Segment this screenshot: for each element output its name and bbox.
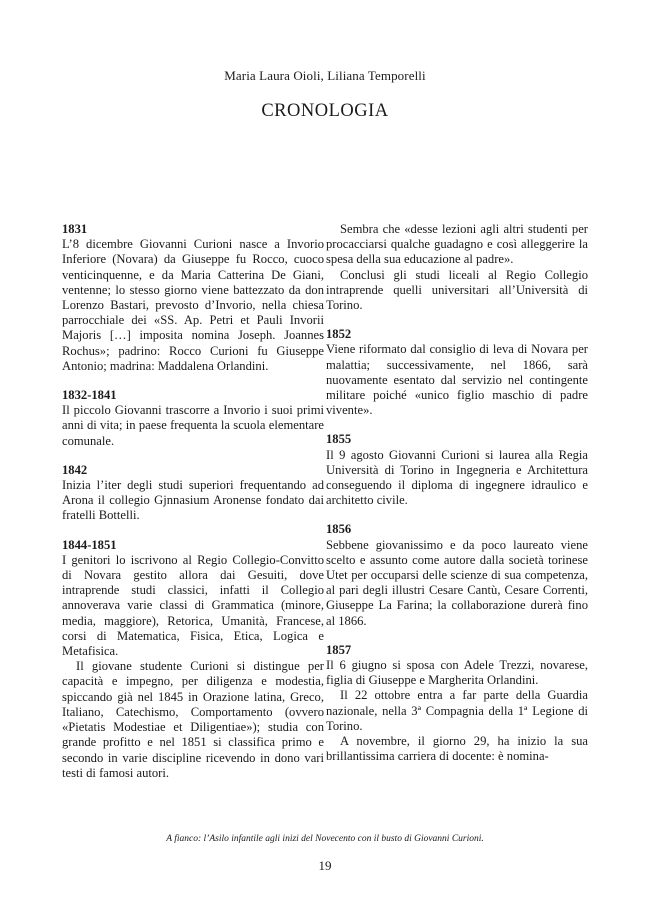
page-number: 19 xyxy=(318,858,332,873)
continued-text xyxy=(326,222,588,313)
entry-text: L’8 dicembre Giovanni Curioni nasce a Invorio Inferiore (Novara) da Giuseppe fu Rocco, cuoco venticinquenne, e da Maria Catterina De Giani, ventenne; lo stesso giorno viene battezzato da don Lorenzo Bastari, prevosto d’Invorio, nella chiesa parrocchiale dei «SS. Ap. Petri et Pauli Invorii Majoris […] imposita nomina Joseph. Joannes Rochus»; padrino: Rocco Curioni fu Giuseppe Antonio; madrina: Maddalena Orlandini. xyxy=(62,237,324,373)
chronology-entry xyxy=(326,643,588,765)
chronology-entry xyxy=(62,463,324,524)
left-column xyxy=(62,222,324,795)
entry-text: Viene riformato dal consiglio di leva di Novara per malattia; successivamente, nel 1866, sarà nuovamente esentato dal servizio nel contingente militare poiché «unico figlio maschio di padre vivente». xyxy=(326,342,588,418)
entry-text: Sebbene giovanissimo e da poco laureato viene scelto e assunto come autore dalla società torinese Utet per occuparsi delle scienze di sua competenza, al pari degli illustri Cesare Cantù, Cesare Correnti, Giuseppe La Farina; la collaborazione durerà fino al 1866. xyxy=(326,537,588,628)
chronology-entry xyxy=(62,538,324,781)
entry-year: 1832-1841 xyxy=(62,388,117,403)
entry-year: 1855 xyxy=(326,432,352,447)
right-column xyxy=(326,222,588,779)
entry-text: Il 9 agosto Giovanni Curioni si laurea alla Regia Università di Torino in Ingegneria e Architettura conseguendo il diploma di ingegnere idraulico e architetto civile. xyxy=(326,447,588,508)
entry-text: Il 6 giugno si sposa con Adele Trezzi, novarese, figlia di Giuseppe e Margherita Orlandini. xyxy=(326,658,588,688)
chronology-entry xyxy=(62,388,324,449)
entry-year: 1856 xyxy=(326,522,352,537)
entry-year: 1852 xyxy=(326,327,352,342)
entry-text: Il 22 ottobre entra a far parte della Guardia nazionale, nella 3ª Compagnia della 1ª Legione di Torino. xyxy=(326,688,588,733)
entry-year: 1844-1851 xyxy=(62,537,117,552)
entry-text: Il giovane studente Curioni si distingue per capacità e impegno, per diligenza e modestia, spiccando già nel 1845 in Orazione latina, Greco, Italiano, Catechismo, Comportamento (ovvero «Pietatis Modestiae et Diligentiae»); studia con grande profitto e nel 1851 si classifica primo e secondo in varie discipline ricevendo in dono vari testi di famosi autori. xyxy=(62,659,324,780)
entry-text: Conclusi gli studi liceali al Regio Collegio intraprende quelli universitari all’Università di Torino. xyxy=(326,267,588,313)
chronology-entry xyxy=(326,522,588,628)
page-title: CRONOLOGIA xyxy=(261,101,389,121)
entry-year: 1857 xyxy=(326,642,352,657)
authors-line: Maria Laura Oioli, Liliana Temporelli xyxy=(224,68,426,83)
entry-text: Sembra che «desse lezioni agli altri studenti per procacciarsi qualche guadagno e così alleggerire la spesa della sua educazione al padre». xyxy=(326,222,588,267)
image-caption: A fianco: l’Asilo infantile agli inizi del Novecento con il busto di Giovanni Curioni. xyxy=(166,834,484,844)
entry-text: Il piccolo Giovanni trascorre a Invorio i suoi primi anni di vita; in paese frequenta la scuola elementare comunale. xyxy=(62,403,324,448)
entry-year: 1842 xyxy=(62,462,88,477)
entry-year: 1831 xyxy=(62,222,88,236)
entry-text: Inizia l’iter degli studi superiori frequentando ad Arona il collegio Gjnnasium Aronense fondato dai fratelli Bottelli. xyxy=(62,478,324,523)
chronology-entry xyxy=(326,327,588,418)
chronology-entry xyxy=(326,432,588,508)
entry-text: I genitori lo iscrivono al Regio Collegio-Convitto di Novara gestito allora dai Gesuiti, dove intraprende studi classici, infatti il Collegio annoverava varie classi di Grammatica (minore, media, maggiore), Retorica, Umanità, Francese, corsi di Matematica, Fisica, Etica, Logica e Metafisica. xyxy=(62,552,324,659)
chronology-entry xyxy=(62,222,324,374)
entry-text: A novembre, il giorno 29, ha inizio la sua brillantissima carriera di docente: è nomina- xyxy=(326,734,588,764)
